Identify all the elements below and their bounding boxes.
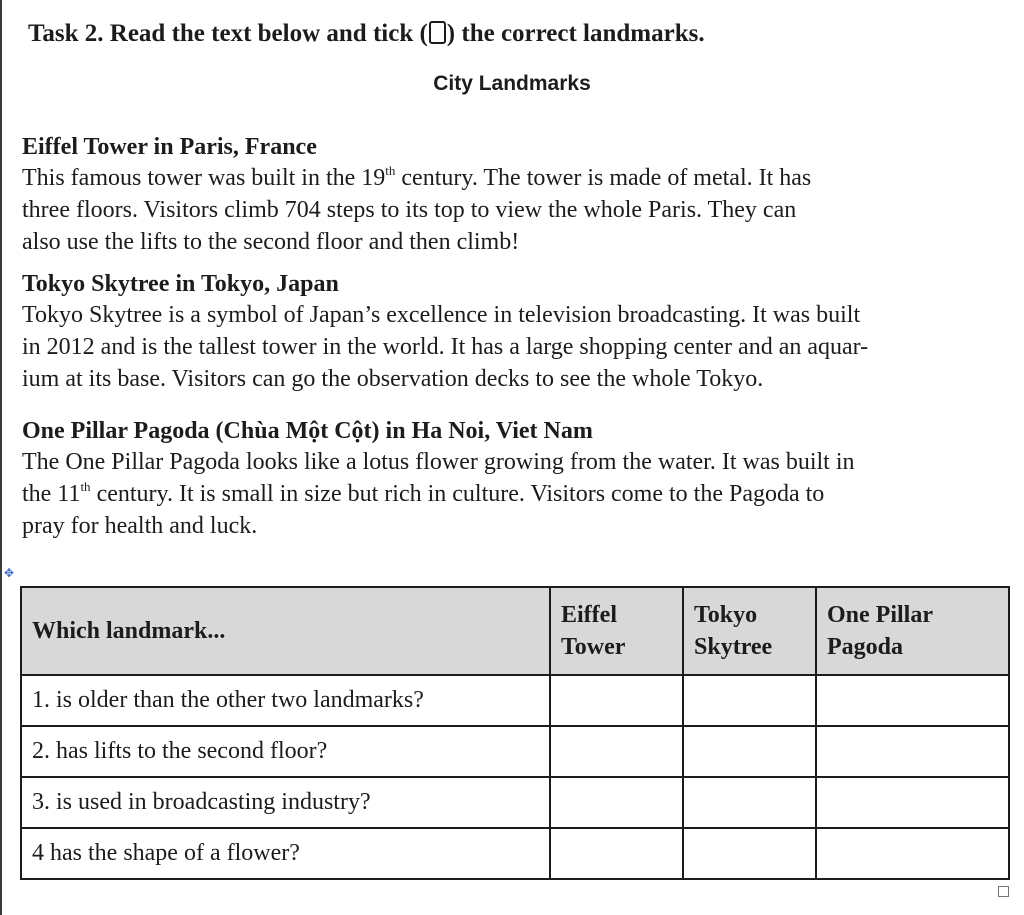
tick-cell-pagoda[interactable] — [816, 675, 1009, 726]
table-row — [21, 726, 1009, 777]
header-question: Which landmark... — [21, 587, 550, 675]
question-cell: 4 has the shape of a flower? — [21, 828, 550, 879]
text-segment: century. It is small in size but rich in culture. Visitors come to the Pagoda to — [90, 481, 825, 507]
question-cell: 1. is older than the other two landmarks? — [21, 675, 550, 726]
task-instruction — [28, 20, 705, 48]
move-icon[interactable]: ✥ — [3, 566, 15, 580]
section-heading: One Pillar Pagoda (Chùa Một Cột) in Ha Noi, Viet Nam — [22, 418, 593, 444]
header-tokyo-skytree — [683, 587, 816, 675]
header-line: Pagoda — [827, 634, 904, 660]
section-eiffel-tower — [22, 132, 1012, 258]
instruction-text-start: Read the text below and tick ( — [109, 20, 428, 47]
instruction-text-end: ) the correct landmarks. — [446, 20, 705, 47]
header-line: Tower — [561, 634, 626, 660]
question-cell: 3. is used in broadcasting industry? — [21, 777, 550, 828]
tick-cell-skytree[interactable] — [683, 726, 816, 777]
table-row — [21, 675, 1009, 726]
section-heading: Tokyo Skytree in Tokyo, Japan — [22, 271, 339, 297]
tick-cell-eiffel[interactable] — [550, 726, 683, 777]
header-eiffel-tower — [550, 587, 683, 675]
superscript: th — [385, 163, 396, 178]
header-line: Eiffel — [561, 602, 617, 628]
superscript: th — [80, 479, 91, 494]
tick-box-icon — [429, 21, 446, 44]
tick-cell-pagoda[interactable] — [816, 777, 1009, 828]
text-line — [22, 478, 1012, 510]
task-label: Task 2. — [28, 20, 104, 47]
text-line: in 2012 and is the tallest tower in the world. It has a large shopping center and an aquar- — [22, 334, 869, 360]
text-line: The One Pillar Pagoda looks like a lotus flower growing from the water. It was built in — [22, 449, 855, 475]
section-heading: Eiffel Tower in Paris, France — [22, 134, 317, 160]
tick-cell-skytree[interactable] — [683, 675, 816, 726]
question-cell: 2. has lifts to the second floor? — [21, 726, 550, 777]
tick-cell-pagoda[interactable] — [816, 726, 1009, 777]
section-body — [22, 446, 1012, 542]
section-body — [22, 299, 1012, 395]
resize-handle-icon[interactable] — [998, 886, 1009, 897]
tick-cell-skytree[interactable] — [683, 828, 816, 879]
text-line: also use the lifts to the second floor and then climb! — [22, 229, 520, 255]
text-line: pray for health and luck. — [22, 513, 258, 539]
text-line: Tokyo Skytree is a symbol of Japan’s excellence in television broadcasting. It was built — [22, 302, 861, 328]
table-row — [21, 828, 1009, 879]
header-line: One Pillar — [827, 602, 933, 628]
section-body — [22, 162, 1012, 258]
text-segment: the 11 — [22, 481, 81, 507]
tick-cell-eiffel[interactable] — [550, 828, 683, 879]
header-line: Skytree — [694, 634, 773, 660]
tick-cell-skytree[interactable] — [683, 777, 816, 828]
header-one-pillar-pagoda — [816, 587, 1009, 675]
tick-cell-pagoda[interactable] — [816, 828, 1009, 879]
text-line: ium at its base. Visitors can go the observation decks to see the whole Tokyo. — [22, 366, 764, 392]
section-tokyo-skytree — [22, 269, 1012, 395]
text-line: three floors. Visitors climb 704 steps to its top to view the whole Paris. They can — [22, 197, 797, 223]
text-line — [22, 162, 1012, 194]
section-one-pillar-pagoda — [22, 416, 1012, 542]
header-line: Tokyo — [694, 602, 758, 628]
text-segment: This famous tower was built in the 19 — [22, 165, 386, 191]
tick-cell-eiffel[interactable] — [550, 777, 683, 828]
landmark-table — [20, 586, 1010, 880]
table-row — [21, 777, 1009, 828]
tick-cell-eiffel[interactable] — [550, 675, 683, 726]
page-edge — [0, 0, 2, 915]
document-title: City Landmarks — [433, 72, 591, 95]
table-header-row — [21, 587, 1009, 675]
text-segment: century. The tower is made of metal. It has — [395, 165, 812, 191]
